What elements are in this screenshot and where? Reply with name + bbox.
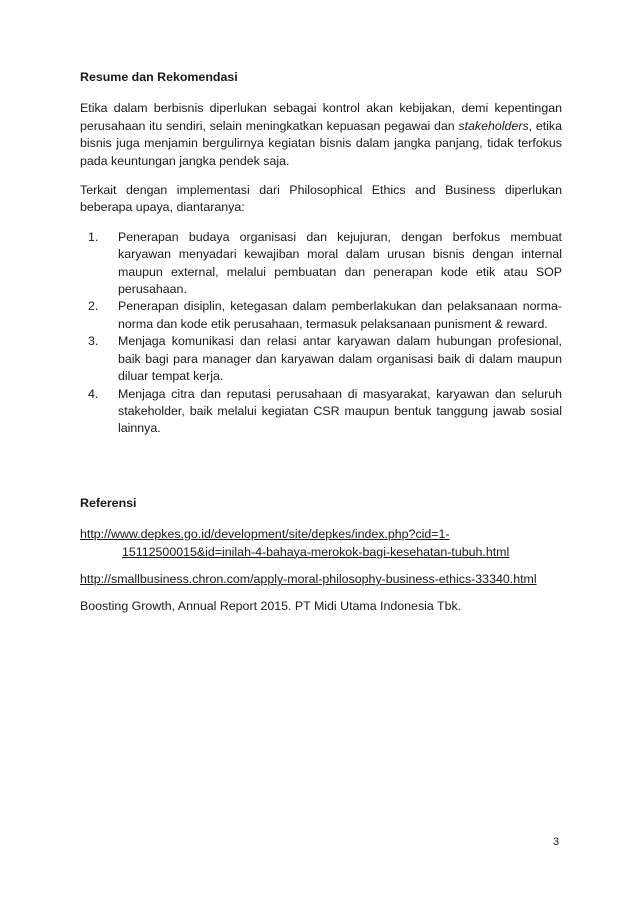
references-heading: Referensi (80, 495, 137, 510)
resume-paragraph-2: Terkait dengan implementasi dari Philosophical Ethics and Business diperlukan beberapa upaya, diantaranya: (80, 183, 562, 215)
list-item: 3. Menjaga komunikasi dan relasi antar karyawan dalam hubungan profesional, baik bagi para manager dan karyawan dalam organisasi baik di dalam maupun diluar tempat kerja. (88, 334, 562, 384)
references-section (80, 495, 562, 616)
resume-paragraph-1: Etika dalam berbisnis diperlukan sebagai kontrol akan kebijakan, demi kepentingan perusahaan itu sendiri, selain meningkatkan kepuasan pegawai dan stakeholders, etika bisnis juga menjamin bergulirnya kegiatan bisnis dalam jangka panjang, tidak terfokus pada keuntungan jangka pendek saja. (80, 101, 562, 168)
reference-annual-report: Boosting Growth, Annual Report 2015. PT Midi Utama Indonesia Tbk. (80, 599, 462, 614)
list-item: 4. Menjaga citra dan reputasi perusahaan di masyarakat, karyawan dan seluruh stakeholder, baik melalui kegiatan CSR maupun bentuk tanggung jawab sosial lainnya. (88, 386, 562, 436)
page-number: 3 (553, 836, 560, 848)
reference-link-depkes[interactable]: http://www.depkes.go.id/development/site/depkes/index.php?cid=1- 15112500015&id=inilah-4-bahaya-merokok-bagi-kesehatan-tubuh.html (80, 527, 510, 559)
resume-heading: Resume dan Rekomendasi (80, 70, 238, 84)
stakeholders-emphasis: stakeholders (458, 118, 529, 133)
list-item: 2. Penerapan disiplin, ketegasan dalam pemberlakukan dan pelaksanaan norma-norma dan kode etik perusahaan, termasuk pelaksanaan punisment & reward. (88, 299, 562, 331)
reference-link-chron[interactable]: http://smallbusiness.chron.com/apply-moral-philosophy-business-ethics-33340.html (80, 571, 537, 586)
document-page (80, 69, 562, 616)
recommendation-list (80, 229, 562, 438)
list-item: 1. Penerapan budaya organisasi dan kejujuran, dengan berfokus membuat karyawan menyadari kewajiban moral dalam urusan bisnis dengan internal maupun external, melalui pembuatan dan penerapan kode etik atau SOP perusahaan. (88, 229, 562, 297)
